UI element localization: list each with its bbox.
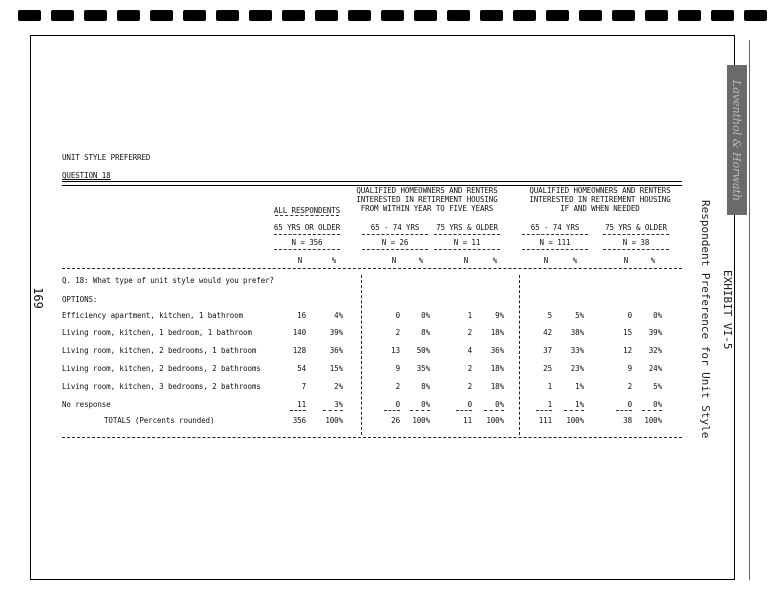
- total-percent: 100%: [486, 416, 504, 425]
- cell-count: 37: [543, 346, 552, 355]
- cell-count: 1: [547, 382, 552, 391]
- page-number: 169: [30, 287, 45, 309]
- column-label: 65 YRS OR OLDER: [273, 223, 341, 232]
- cell-count: 2: [467, 382, 472, 391]
- total-underline: [323, 410, 343, 411]
- feed-hole: [414, 10, 437, 21]
- percent-header: %: [418, 256, 424, 265]
- column-underline: [274, 234, 340, 235]
- row-label: No response: [62, 400, 111, 409]
- cell-count: 9: [395, 364, 400, 373]
- total-percent: 100%: [325, 416, 343, 425]
- cell-percent: 8%: [421, 328, 430, 337]
- column-n-count: N = 11: [453, 238, 481, 247]
- cell-count: 42: [543, 328, 552, 337]
- cell-count: 0: [467, 400, 472, 409]
- feed-hole: [480, 10, 503, 21]
- feed-hole: [51, 10, 74, 21]
- page-frame: [30, 35, 735, 580]
- total-underline: [484, 410, 504, 411]
- cell-percent: 9%: [495, 311, 504, 320]
- feed-hole: [579, 10, 602, 21]
- total-underline: [384, 410, 400, 411]
- cell-percent: 1%: [575, 382, 584, 391]
- cell-percent: 18%: [490, 364, 504, 373]
- feed-hole: [678, 10, 701, 21]
- column-divider-2: [519, 275, 520, 435]
- cell-percent: 1%: [575, 400, 584, 409]
- group1-header-line3: FROM WITHIN YEAR TO FIVE YEARS: [360, 204, 494, 213]
- group2-header-line3: IF AND WHEN NEEDED: [560, 204, 640, 213]
- row-label: Living room, kitchen, 2 bedrooms, 2 bathrooms: [62, 364, 261, 373]
- group2-header-line1: QUALIFIED HOMEOWNERS AND RENTERS: [529, 186, 671, 195]
- total-underline: [642, 410, 662, 411]
- feed-hole: [513, 10, 536, 21]
- percent-header: %: [492, 256, 498, 265]
- section-title: UNIT STYLE PREFERRED: [62, 153, 151, 162]
- header-underline: [275, 215, 339, 216]
- group1-header-line2: INTERESTED IN RETIREMENT HOUSING: [356, 195, 498, 204]
- total-underline: [564, 410, 584, 411]
- cell-count: 0: [627, 311, 632, 320]
- column-underline: [522, 234, 588, 235]
- total-count: 111: [538, 416, 552, 425]
- cell-count: 2: [395, 328, 400, 337]
- column-underline: [434, 234, 500, 235]
- cell-percent: 23%: [570, 364, 584, 373]
- table-bottom-rule: [62, 437, 682, 438]
- feed-hole: [612, 10, 635, 21]
- totals-label: TOTALS (Percents rounded): [104, 416, 215, 425]
- header-bottom-rule: [62, 268, 682, 269]
- feed-hole: [645, 10, 668, 21]
- cell-count: 1: [547, 400, 552, 409]
- total-underline: [290, 410, 306, 411]
- n-header: N: [391, 256, 397, 265]
- column-n-count: N = 356: [291, 238, 323, 247]
- column-underline: [274, 249, 340, 250]
- cell-percent: 35%: [416, 364, 430, 373]
- cell-count: 15: [623, 328, 632, 337]
- cell-count: 1: [467, 311, 472, 320]
- feed-hole: [282, 10, 305, 21]
- cell-percent: 0%: [495, 400, 504, 409]
- firm-logo-tab: [727, 65, 747, 215]
- total-underline: [456, 410, 472, 411]
- cell-percent: 18%: [490, 328, 504, 337]
- column-underline: [362, 249, 428, 250]
- cell-percent: 36%: [329, 346, 343, 355]
- column-underline: [434, 249, 500, 250]
- cell-count: 2: [467, 328, 472, 337]
- feed-hole: [249, 10, 272, 21]
- cell-percent: 50%: [416, 346, 430, 355]
- cell-count: 4: [467, 346, 472, 355]
- total-count: 38: [623, 416, 632, 425]
- cell-count: 5: [547, 311, 552, 320]
- n-header: N: [623, 256, 629, 265]
- cell-percent: 5%: [653, 382, 662, 391]
- all-respondents-header: ALL RESPONDENTS: [273, 206, 341, 215]
- feed-hole: [216, 10, 239, 21]
- column-underline: [362, 234, 428, 235]
- row-label: Living room, kitchen, 3 bedrooms, 2 bathrooms: [62, 382, 261, 391]
- feed-hole: [744, 10, 767, 21]
- cell-percent: 18%: [490, 382, 504, 391]
- column-n-count: N = 111: [539, 238, 571, 247]
- column-underline: [603, 234, 669, 235]
- total-count: 11: [463, 416, 472, 425]
- cell-count: 12: [623, 346, 632, 355]
- feed-hole: [546, 10, 569, 21]
- cell-percent: 8%: [421, 382, 430, 391]
- column-divider-1: [361, 275, 362, 435]
- total-underline: [410, 410, 430, 411]
- feed-hole: [315, 10, 338, 21]
- total-underline: [536, 410, 552, 411]
- group2-header-line2: INTERESTED IN RETIREMENT HOUSING: [529, 195, 671, 204]
- total-percent: 100%: [412, 416, 430, 425]
- feed-hole: [84, 10, 107, 21]
- cell-count: 11: [297, 400, 306, 409]
- feed-hole: [447, 10, 470, 21]
- cell-count: 7: [301, 382, 306, 391]
- percent-header: %: [331, 256, 337, 265]
- feed-hole: [183, 10, 206, 21]
- feed-hole: [18, 10, 41, 21]
- total-count: 26: [391, 416, 400, 425]
- cell-count: 2: [467, 364, 472, 373]
- question-text: Q. 18: What type of unit style would you prefer?: [62, 276, 274, 285]
- cell-percent: 36%: [490, 346, 504, 355]
- cell-percent: 0%: [653, 400, 662, 409]
- cell-count: 25: [543, 364, 552, 373]
- row-label: Living room, kitchen, 2 bedrooms, 1 bathroom: [62, 346, 257, 355]
- cell-count: 13: [391, 346, 400, 355]
- row-label: Efficiency apartment, kitchen, 1 bathroom: [62, 311, 244, 320]
- n-header: N: [463, 256, 469, 265]
- cell-count: 0: [395, 311, 400, 320]
- total-percent: 100%: [644, 416, 662, 425]
- page-edge-rule: [749, 40, 750, 580]
- cell-count: 54: [297, 364, 306, 373]
- row-label: Living room, kitchen, 1 bedroom, 1 bathroom: [62, 328, 252, 337]
- total-percent: 100%: [566, 416, 584, 425]
- cell-count: 16: [297, 311, 306, 320]
- question-label: QUESTION 18: [62, 171, 111, 180]
- percent-header: %: [650, 256, 656, 265]
- cell-count: 9: [627, 364, 632, 373]
- cell-percent: 4%: [334, 311, 343, 320]
- cell-count: 0: [395, 400, 400, 409]
- feed-hole: [348, 10, 371, 21]
- cell-percent: 15%: [329, 364, 343, 373]
- cell-percent: 5%: [575, 311, 584, 320]
- feed-hole: [150, 10, 173, 21]
- group1-header-line1: QUALIFIED HOMEOWNERS AND RENTERS: [356, 186, 498, 195]
- column-label: 65 - 74 YRS: [370, 223, 420, 232]
- percent-header: %: [572, 256, 578, 265]
- column-label: 75 YRS & OLDER: [605, 223, 667, 232]
- column-label: 75 YRS & OLDER: [436, 223, 498, 232]
- column-n-count: N = 26: [381, 238, 409, 247]
- column-n-count: N = 38: [622, 238, 650, 247]
- cell-percent: 38%: [570, 328, 584, 337]
- cell-percent: 2%: [334, 382, 343, 391]
- exhibit-label: EXHIBIT VI-5: [721, 270, 734, 350]
- cell-count: 140: [292, 328, 306, 337]
- options-label: OPTIONS:: [62, 295, 98, 304]
- cell-count: 0: [627, 400, 632, 409]
- n-header: N: [543, 256, 549, 265]
- cell-percent: 0%: [653, 311, 662, 320]
- cell-percent: 0%: [421, 400, 430, 409]
- feed-hole: [117, 10, 140, 21]
- cell-percent: 32%: [648, 346, 662, 355]
- column-underline: [522, 249, 588, 250]
- cell-count: 128: [292, 346, 306, 355]
- total-underline: [616, 410, 632, 411]
- cell-percent: 24%: [648, 364, 662, 373]
- cell-count: 2: [395, 382, 400, 391]
- total-count: 356: [292, 416, 306, 425]
- cell-percent: 0%: [421, 311, 430, 320]
- feed-hole: [711, 10, 734, 21]
- firm-logo-text: Laventhol & Horwath: [730, 79, 744, 201]
- column-label: 65 - 74 YRS: [530, 223, 580, 232]
- cell-count: 2: [627, 382, 632, 391]
- cell-percent: 39%: [329, 328, 343, 337]
- feed-hole: [381, 10, 404, 21]
- cell-percent: 3%: [334, 400, 343, 409]
- exhibit-title: Respondent Preference for Unit Style: [699, 200, 712, 439]
- cell-percent: 33%: [570, 346, 584, 355]
- cell-percent: 39%: [648, 328, 662, 337]
- column-underline: [603, 249, 669, 250]
- n-header: N: [297, 256, 303, 265]
